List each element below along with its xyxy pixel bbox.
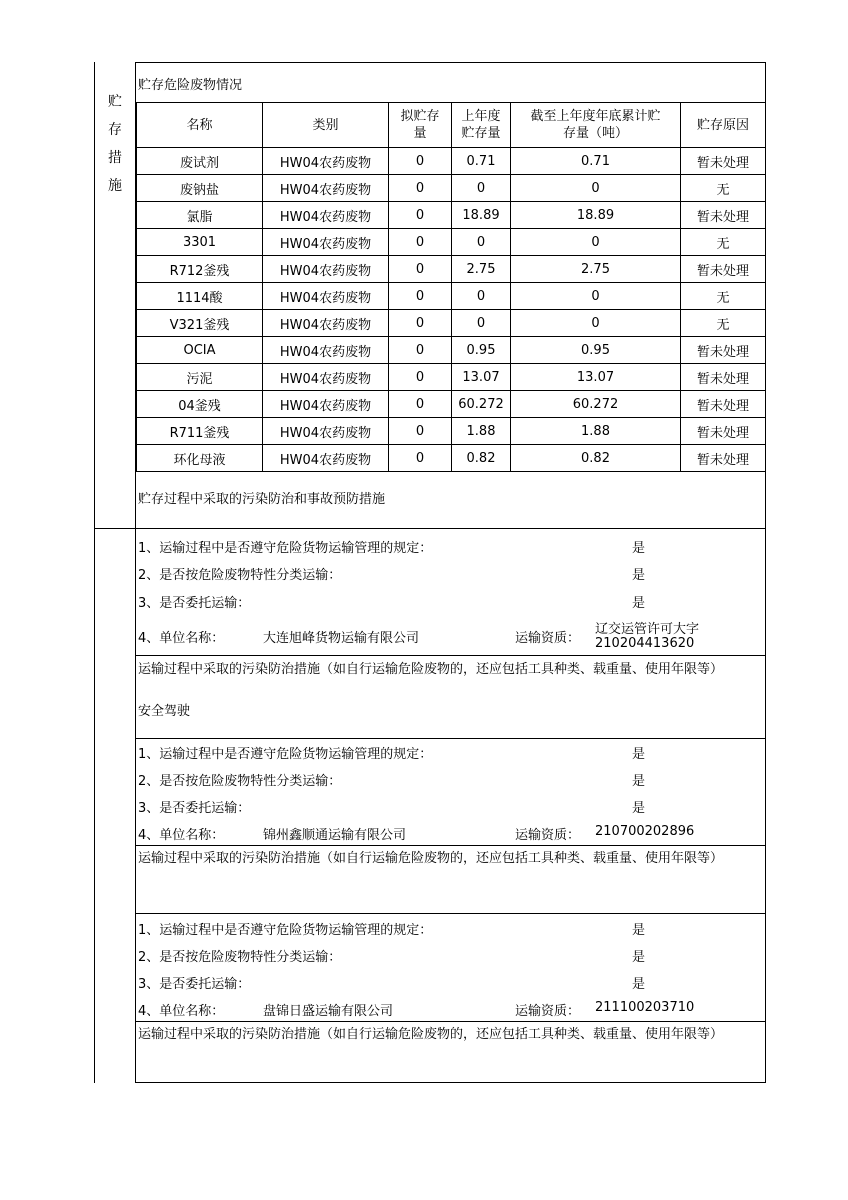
cell-cumulative: 0 xyxy=(511,283,681,310)
cell-last-year: 60.272 xyxy=(452,391,511,418)
table-row xyxy=(137,148,766,175)
cell-name: R711釜残 xyxy=(137,418,263,445)
transport-2-q2: 2、是否按危险废物特性分类运输： xyxy=(138,774,342,789)
table-row xyxy=(137,175,766,202)
col-header-last-year-storage: 上年度 贮存量 xyxy=(452,103,511,148)
transport-1-unit-label: 4、单位名称： xyxy=(138,631,225,646)
left-margin-line xyxy=(94,62,95,1083)
cell-name: OCIA xyxy=(137,337,263,364)
cell-category: HW04农药废物 xyxy=(263,175,389,202)
transport-3-qual-value: 211100203710 xyxy=(595,1000,695,1015)
cell-name: R712釜残 xyxy=(137,256,263,283)
cell-category: HW04农药废物 xyxy=(263,256,389,283)
row-divider xyxy=(135,655,766,656)
cell-name: 3301 xyxy=(137,229,263,256)
side-label-storage-measures xyxy=(100,88,130,200)
side-char: 施 xyxy=(108,178,122,194)
cell-planned: 0 xyxy=(389,418,452,445)
cell-category: HW04农药废物 xyxy=(263,148,389,175)
transport-3-q3: 3、是否委托运输： xyxy=(138,977,251,992)
cell-name: 氯脂 xyxy=(137,202,263,229)
transport-3-measures-label: 运输过程中采取的污染防治措施（如自行运输危险废物的，还应包括工具种类、载重量、使用年限等） xyxy=(138,1027,724,1042)
transport-2-qual-label: 运输资质： xyxy=(515,828,581,843)
cell-name: 04釜残 xyxy=(137,391,263,418)
row-divider xyxy=(135,738,766,739)
transport-1-a3: 是 xyxy=(632,596,646,611)
table-row xyxy=(137,337,766,364)
cell-last-year: 2.75 xyxy=(452,256,511,283)
transport-2-a1: 是 xyxy=(632,747,646,762)
col-header-planned-storage: 拟贮存 量 xyxy=(389,103,452,148)
section-divider xyxy=(94,528,766,529)
cell-name: 1114酸 xyxy=(137,283,263,310)
cell-planned: 0 xyxy=(389,202,452,229)
cell-cumulative: 18.89 xyxy=(511,202,681,229)
cell-reason: 暂未处理 xyxy=(681,202,766,229)
row-divider xyxy=(135,913,766,914)
cell-cumulative: 1.88 xyxy=(511,418,681,445)
storage-section-title: 贮存危险废物情况 xyxy=(138,78,243,93)
cell-planned: 0 xyxy=(389,337,452,364)
table-header-row xyxy=(137,103,766,148)
cell-reason: 无 xyxy=(681,310,766,337)
transport-2-a3: 是 xyxy=(632,801,646,816)
cell-category: HW04农药废物 xyxy=(263,202,389,229)
cell-category: HW04农药废物 xyxy=(263,418,389,445)
cell-category: HW04农药废物 xyxy=(263,364,389,391)
storage-waste-table xyxy=(136,102,766,472)
cell-last-year: 0.82 xyxy=(452,445,511,472)
table-row xyxy=(137,229,766,256)
table-row xyxy=(137,391,766,418)
transport-2-unit-label: 4、单位名称： xyxy=(138,828,225,843)
transport-1-a1: 是 xyxy=(632,541,646,556)
table-row xyxy=(137,310,766,337)
cell-planned: 0 xyxy=(389,256,452,283)
cell-cumulative: 0.95 xyxy=(511,337,681,364)
transport-3-a3: 是 xyxy=(632,977,646,992)
cell-category: HW04农药废物 xyxy=(263,445,389,472)
side-char: 存 xyxy=(108,122,122,138)
transport-2-q1: 1、运输过程中是否遵守危险货物运输管理的规定： xyxy=(138,747,433,762)
cell-cumulative: 0 xyxy=(511,229,681,256)
cell-reason: 暂未处理 xyxy=(681,337,766,364)
transport-2-unit-name: 锦州鑫顺通运输有限公司 xyxy=(263,828,407,843)
transport-1-qual-value-line2: 210204413620 xyxy=(595,636,695,651)
transport-1-qual-label: 运输资质： xyxy=(515,631,581,646)
cell-name: 废钠盐 xyxy=(137,175,263,202)
cell-name: 环化母液 xyxy=(137,445,263,472)
cell-planned: 0 xyxy=(389,175,452,202)
cell-reason: 无 xyxy=(681,175,766,202)
transport-3-a1: 是 xyxy=(632,923,646,938)
cell-reason: 暂未处理 xyxy=(681,391,766,418)
cell-last-year: 0.95 xyxy=(452,337,511,364)
cell-reason: 无 xyxy=(681,283,766,310)
transport-2-q3: 3、是否委托运输： xyxy=(138,801,251,816)
cell-planned: 0 xyxy=(389,364,452,391)
cell-reason: 暂未处理 xyxy=(681,445,766,472)
cell-planned: 0 xyxy=(389,391,452,418)
col-header-cumulative-storage: 截至上年度年底累计贮 存量（吨） xyxy=(511,103,681,148)
cell-cumulative: 0.82 xyxy=(511,445,681,472)
cell-last-year: 1.88 xyxy=(452,418,511,445)
cell-planned: 0 xyxy=(389,148,452,175)
transport-1-q1: 1、运输过程中是否遵守危险货物运输管理的规定： xyxy=(138,541,433,556)
cell-reason: 暂未处理 xyxy=(681,148,766,175)
cell-last-year: 0 xyxy=(452,229,511,256)
transport-1-q2: 2、是否按危险废物特性分类运输： xyxy=(138,568,342,583)
cell-planned: 0 xyxy=(389,310,452,337)
cell-last-year: 0 xyxy=(452,283,511,310)
col-header-category: 类别 xyxy=(263,103,389,148)
row-divider xyxy=(135,1021,766,1022)
cell-category: HW04农药废物 xyxy=(263,229,389,256)
table-row xyxy=(137,202,766,229)
col-header-name: 名称 xyxy=(137,103,263,148)
transport-1-a2: 是 xyxy=(632,568,646,583)
cell-reason: 暂未处理 xyxy=(681,364,766,391)
side-char: 贮 xyxy=(108,94,122,110)
table-row xyxy=(137,364,766,391)
col-header-storage-reason: 贮存原因 xyxy=(681,103,766,148)
storage-measures-label: 贮存过程中采取的污染防治和事故预防措施 xyxy=(138,492,386,507)
table-row xyxy=(137,418,766,445)
cell-last-year: 18.89 xyxy=(452,202,511,229)
row-divider xyxy=(135,845,766,846)
transport-3-qual-label: 运输资质： xyxy=(515,1004,581,1019)
cell-reason: 暂未处理 xyxy=(681,256,766,283)
cell-last-year: 0 xyxy=(452,175,511,202)
transport-3-q2: 2、是否按危险废物特性分类运输： xyxy=(138,950,342,965)
table-row xyxy=(137,283,766,310)
cell-planned: 0 xyxy=(389,283,452,310)
transport-2-qual-value: 210700202896 xyxy=(595,824,695,839)
table-row xyxy=(137,256,766,283)
table-row xyxy=(137,445,766,472)
cell-reason: 暂未处理 xyxy=(681,418,766,445)
cell-category: HW04农药废物 xyxy=(263,337,389,364)
cell-last-year: 0.71 xyxy=(452,148,511,175)
transport-3-unit-label: 4、单位名称： xyxy=(138,1004,225,1019)
top-border xyxy=(135,62,766,63)
cell-cumulative: 0 xyxy=(511,175,681,202)
cell-last-year: 13.07 xyxy=(452,364,511,391)
cell-planned: 0 xyxy=(389,445,452,472)
cell-category: HW04农药废物 xyxy=(263,310,389,337)
cell-planned: 0 xyxy=(389,229,452,256)
cell-cumulative: 2.75 xyxy=(511,256,681,283)
cell-reason: 无 xyxy=(681,229,766,256)
transport-1-unit-name: 大连旭峰货物运输有限公司 xyxy=(263,631,420,646)
cell-last-year: 0 xyxy=(452,310,511,337)
cell-category: HW04农药废物 xyxy=(263,283,389,310)
transport-1-measure-value: 安全驾驶 xyxy=(138,704,191,719)
cell-cumulative: 60.272 xyxy=(511,391,681,418)
transport-2-measures-label: 运输过程中采取的污染防治措施（如自行运输危险废物的，还应包括工具种类、载重量、使用年限等） xyxy=(138,851,724,866)
bottom-border xyxy=(135,1082,766,1083)
cell-name: V321釜残 xyxy=(137,310,263,337)
cell-name: 污泥 xyxy=(137,364,263,391)
cell-cumulative: 13.07 xyxy=(511,364,681,391)
cell-name: 废试剂 xyxy=(137,148,263,175)
cell-cumulative: 0 xyxy=(511,310,681,337)
cell-category: HW04农药废物 xyxy=(263,391,389,418)
cell-cumulative: 0.71 xyxy=(511,148,681,175)
transport-1-q3: 3、是否委托运输： xyxy=(138,596,251,611)
transport-3-a2: 是 xyxy=(632,950,646,965)
transport-3-q1: 1、运输过程中是否遵守危险货物运输管理的规定： xyxy=(138,923,433,938)
transport-2-a2: 是 xyxy=(632,774,646,789)
side-char: 措 xyxy=(108,150,122,166)
transport-1-measures-label: 运输过程中采取的污染防治措施（如自行运输危险废物的，还应包括工具种类、载重量、使用年限等） xyxy=(138,662,724,677)
transport-3-unit-name: 盘锦日盛运输有限公司 xyxy=(263,1004,394,1019)
transport-1-qual-value-line1: 辽交运管许可大字 xyxy=(595,622,700,637)
